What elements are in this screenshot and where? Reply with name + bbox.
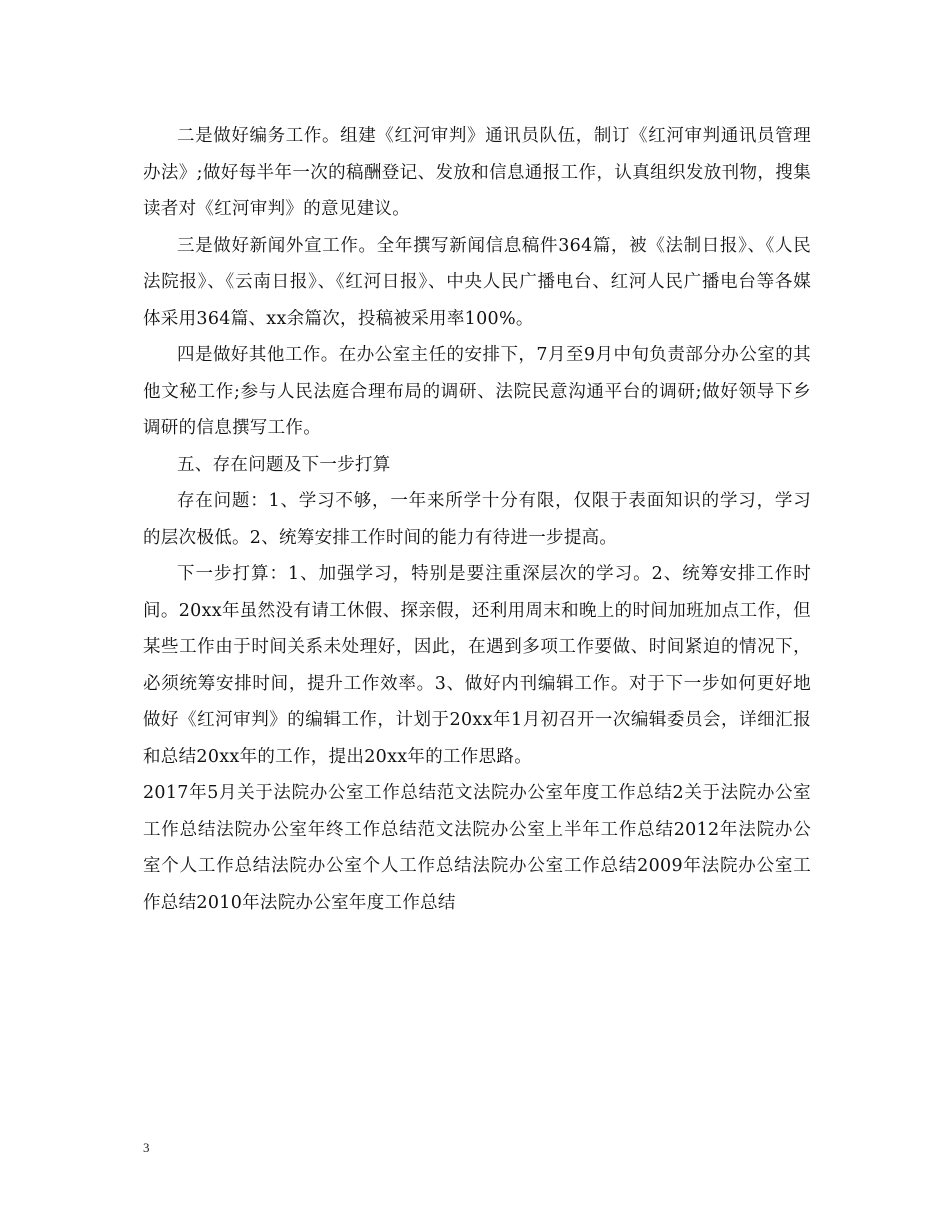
section-heading-problems-plans: 五、存在问题及下一步打算 [177,454,391,475]
related-links-text: 2017年5月关于法院办公室工作总结范文法院办公室年度工作总结2关于法院办公室工作总结法院办公室年终工作总结范文法院办公室上半年工作总结2012年法院办公室个人工作总结法院办公室个人工作总结法院办公室工作总结2009年法院办公室工作总结2010年法院办公室年度工作总结 [143,783,811,913]
page-number: 3 [143,1140,150,1155]
paragraph-editorial-work: 二是做好编务工作。组建《红河审判》通讯员队伍，制订《红河审判通讯员管理办法》;做好每半年一次的稿酬登记、发放和信息通报工作，认真组织发放刊物，搜集读者对《红河审判》的意见建议。 [143,126,811,219]
paragraph-news-publicity: 三是做好新闻外宣工作。全年撰写新闻信息稿件364篇，被《法制日报》、《人民法院报》、《云南日报》、《红河日报》、中央人民广播电台、红河人民广播电台等各媒体采用364篇、xx余篇次，投稿被采用率100%。 [143,235,811,329]
paragraph-other-work: 四是做好其他工作。在办公室主任的安排下，7月至9月中旬负责部分办公室的其他文秘工作;参与人民法庭合理布局的调研、法院民意沟通平台的调研;做好领导下乡调研的信息撰写工作。 [143,345,811,438]
paragraph-next-steps: 下一步打算：1、加强学习，特别是要注重深层次的学习。2、统筹安排工作时间。20xx年虽然没有请工休假、探亲假，还利用周末和晚上的时间加班加点工作，但某些工作由于时间关系未处理好，因此，在遇到多项工作要做、时间紧迫的情况下，必须统筹安排时间，提升工作效率。3、做好内刊编辑工作。对于下一步如何更好地做好《红河审判》的编辑工作，计划于20xx年1月初召开一次编辑委员会，详细汇报和总结20xx年的工作，提出20xx年的工作思路。 [143,564,811,767]
paragraph-existing-problems: 存在问题：1、学习不够，一年来所学十分有限，仅限于表面知识的学习，学习的层次极低。2、统筹安排工作时间的能力有待进一步提高。 [143,491,811,548]
document-body [143,118,811,921]
